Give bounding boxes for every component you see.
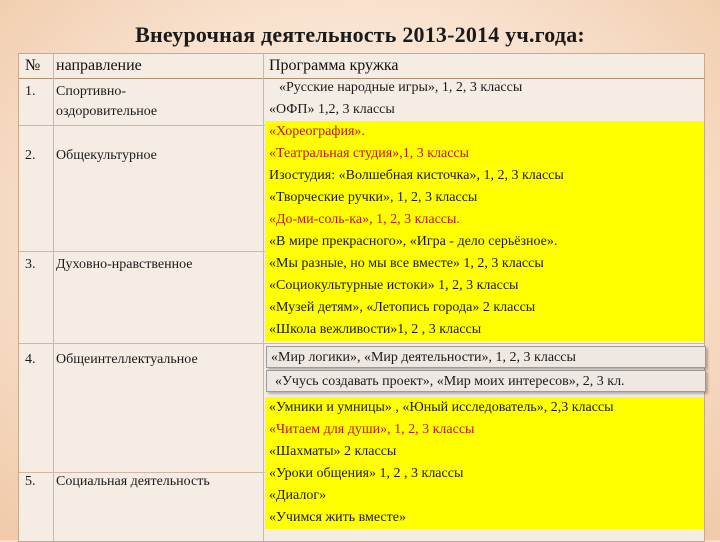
header-num: №	[25, 57, 41, 74]
row-direction: Спортивно- оздоровительное	[56, 84, 158, 119]
program-line: «В мире прекрасного», «Игра - дело серьёзное».	[265, 231, 704, 253]
program-line: «Умники и умницы» , «Юный исследователь», 2,3 классы	[265, 397, 704, 419]
program-line: «Мы разные, но мы все вместе» 1, 2, 3 классы	[265, 253, 704, 275]
row-number: 5.	[25, 474, 36, 489]
program-line: «Учимся жить вместе»	[265, 507, 704, 529]
row-direction: Духовно-нравственное	[56, 257, 193, 272]
header-direction: направление	[56, 57, 142, 74]
row-direction: Общекультурное	[56, 148, 157, 163]
row-divider	[19, 343, 704, 344]
row-direction: Социальная деятельность	[56, 474, 210, 489]
program-line: «Хореография».	[265, 121, 704, 143]
program-line: «Диалог»	[265, 485, 704, 507]
program-line: «Читаем для души», 1, 2, 3 классы	[265, 419, 704, 441]
row-number: 1.	[25, 84, 36, 99]
slide-title: Внеурочная деятельность 2013-2014 уч.года:	[135, 22, 585, 47]
column-divider	[53, 54, 54, 541]
row-number: 3.	[25, 257, 36, 272]
program-line: «Школа вежливости»1, 2 , 3 классы	[265, 319, 704, 341]
program-line: «Учусь создавать проект», «Мир моих интересов», 2, 3 кл.	[266, 370, 706, 392]
program-line: «Театральная студия»,1, 3 классы	[265, 143, 704, 165]
row-number: 4.	[25, 352, 36, 367]
program-line: «Шахматы» 2 классы	[265, 441, 704, 463]
program-line: «Музей детям», «Летопись города» 2 классы	[265, 297, 704, 319]
program-line: «Уроки общения» 1, 2 , 3 классы	[265, 463, 704, 485]
program-line: «Творческие ручки», 1, 2, 3 классы	[265, 187, 704, 209]
row-direction: Общеинтеллектуальное	[56, 352, 198, 367]
program-line: «Русские народные игры», 1, 2, 3 классы	[279, 80, 523, 95]
header-program: Программа кружка	[269, 57, 399, 74]
program-line: «Мир логики», «Мир деятельности», 1, 2, 3 классы	[266, 346, 706, 368]
activities-table	[18, 53, 705, 542]
column-divider	[263, 54, 264, 541]
program-line: «Социокультурные истоки» 1, 2, 3 классы	[265, 275, 704, 297]
program-line: «ОФП» 1,2, 3 классы	[269, 102, 395, 117]
program-line: Изостудия: «Волшебная кисточка», 1, 2, 3 классы	[265, 165, 704, 187]
row-number: 2.	[25, 148, 36, 163]
program-line: «До-ми-соль-ка», 1, 2, 3 классы.	[265, 209, 704, 231]
